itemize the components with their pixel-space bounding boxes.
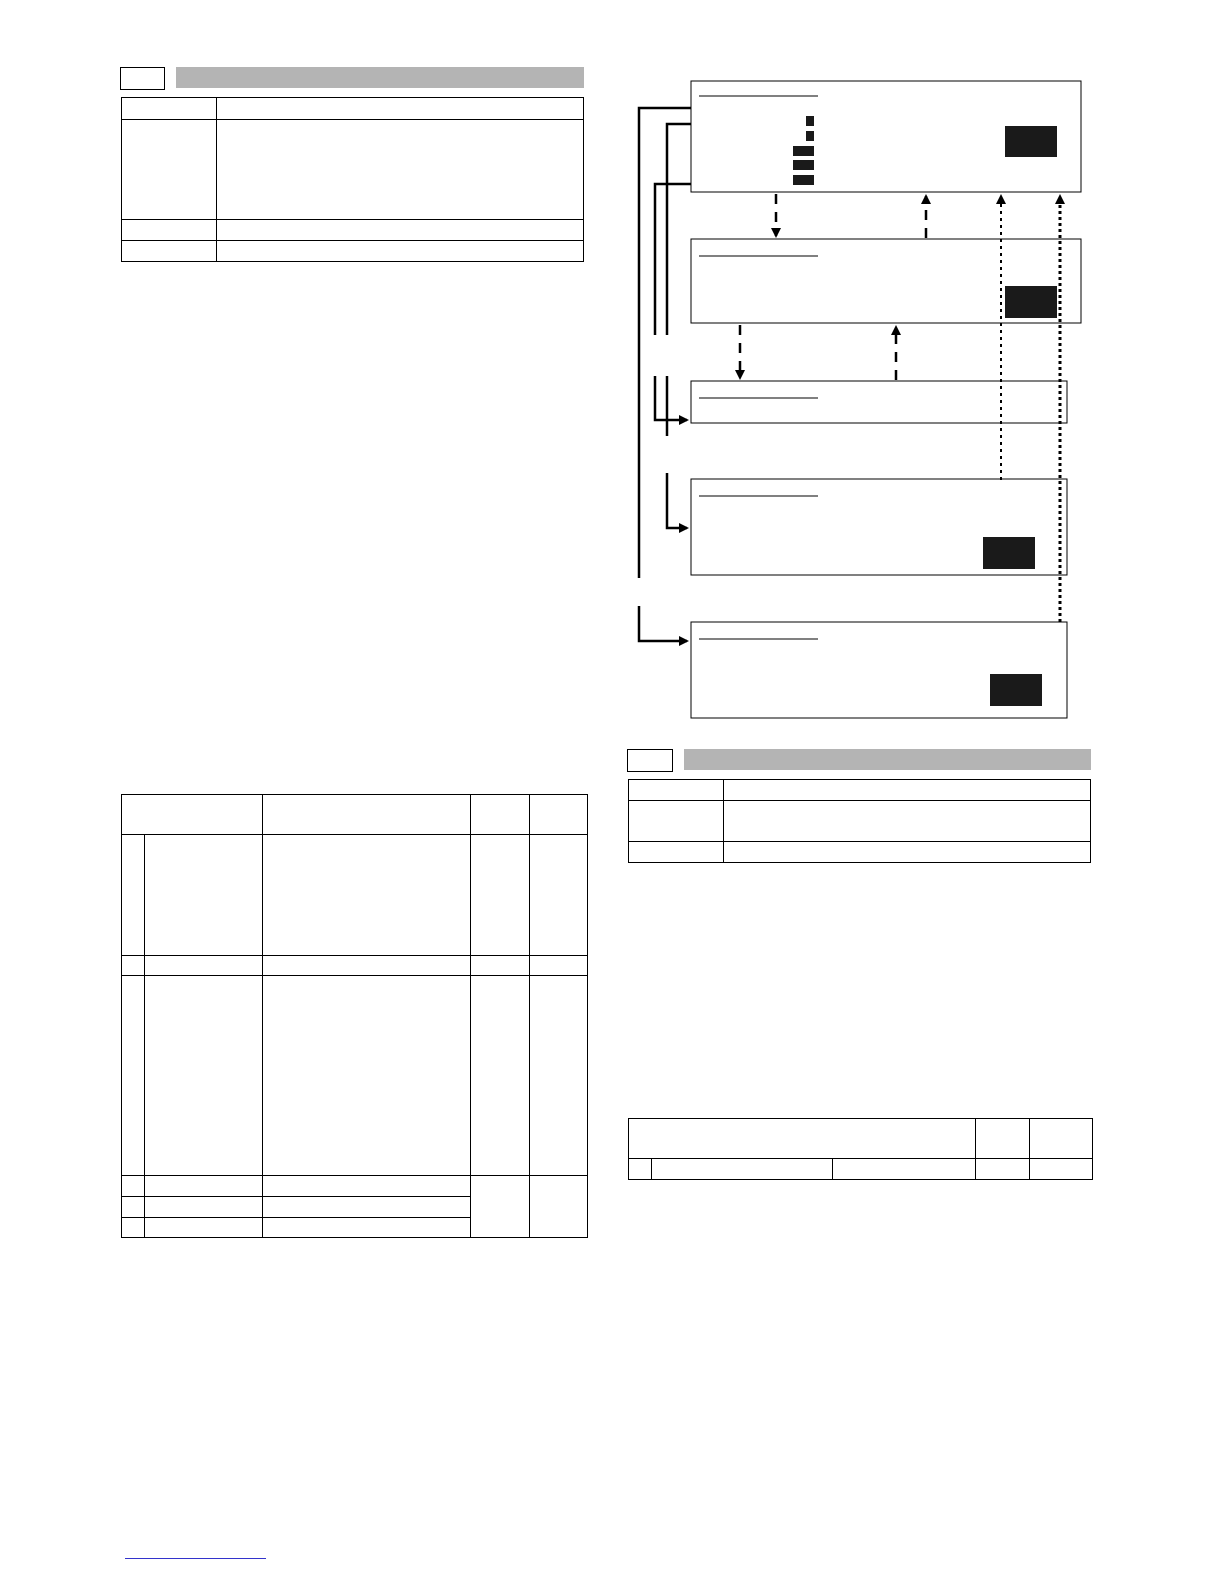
table-cell bbox=[122, 835, 145, 956]
header-cell bbox=[263, 795, 471, 835]
section-title-bar bbox=[684, 749, 1091, 770]
display-screen-5 bbox=[691, 622, 1067, 718]
table-cell bbox=[629, 1159, 652, 1180]
table-cell bbox=[652, 1159, 833, 1180]
info-table bbox=[628, 779, 1091, 863]
table-row bbox=[122, 976, 588, 1176]
table-cell bbox=[145, 1197, 263, 1218]
level-bar bbox=[806, 116, 814, 126]
table-row bbox=[629, 1159, 1093, 1180]
level-bar bbox=[793, 146, 814, 156]
table-cell bbox=[471, 976, 530, 1176]
header-cell bbox=[530, 795, 588, 835]
flow-arrow bbox=[655, 376, 687, 420]
table-cell bbox=[263, 1218, 471, 1238]
info-label-cell bbox=[629, 801, 724, 842]
footer-link[interactable] bbox=[125, 1558, 266, 1559]
table-cell bbox=[263, 835, 471, 956]
flow-line bbox=[655, 184, 691, 335]
table-cell bbox=[530, 956, 588, 976]
section-code-box bbox=[627, 749, 673, 772]
table-cell bbox=[122, 1176, 145, 1197]
table-cell bbox=[145, 956, 263, 976]
table-header-row bbox=[629, 1119, 1093, 1159]
table-cell bbox=[145, 976, 263, 1176]
table-row bbox=[122, 956, 588, 976]
table-cell bbox=[145, 1218, 263, 1238]
table-cell bbox=[530, 976, 588, 1176]
flow-line bbox=[667, 124, 691, 335]
setting-table bbox=[121, 794, 588, 1238]
table-cell bbox=[471, 956, 530, 976]
screen-flow-diagram bbox=[0, 0, 1224, 740]
screen-key-button bbox=[1005, 286, 1057, 318]
table-cell bbox=[122, 956, 145, 976]
table-cell bbox=[263, 976, 471, 1176]
screen-key-button bbox=[983, 537, 1035, 569]
display-screen-1 bbox=[691, 81, 1081, 192]
setting-table bbox=[628, 1118, 1093, 1180]
display-screen-4 bbox=[691, 479, 1067, 575]
table-row bbox=[629, 780, 1091, 801]
table-cell bbox=[976, 1159, 1030, 1180]
table-cell bbox=[122, 1197, 145, 1218]
table-header-row bbox=[122, 795, 588, 835]
info-value-cell bbox=[724, 780, 1091, 801]
table-row bbox=[122, 1176, 588, 1197]
table-row bbox=[629, 801, 1091, 842]
info-value-cell bbox=[724, 842, 1091, 863]
table-cell bbox=[471, 835, 530, 956]
info-label-cell bbox=[629, 842, 724, 863]
flow-arrow bbox=[639, 606, 687, 641]
table-cell bbox=[263, 956, 471, 976]
table-cell bbox=[122, 1218, 145, 1238]
table-cell bbox=[145, 1176, 263, 1197]
display-screen-3 bbox=[691, 381, 1067, 423]
info-value-cell bbox=[724, 801, 1091, 842]
table-cell bbox=[471, 1176, 530, 1238]
table-cell bbox=[122, 976, 145, 1176]
screen-key-button bbox=[1005, 126, 1057, 157]
flow-arrow bbox=[667, 473, 687, 528]
table-cell bbox=[833, 1159, 976, 1180]
table-cell bbox=[530, 835, 588, 956]
header-cell bbox=[471, 795, 530, 835]
level-bar bbox=[793, 175, 814, 185]
table-row bbox=[629, 842, 1091, 863]
flow-line bbox=[639, 108, 691, 578]
display-screen-2 bbox=[691, 239, 1081, 323]
table-cell bbox=[263, 1176, 471, 1197]
level-bar bbox=[806, 131, 814, 141]
header-cell bbox=[1030, 1119, 1093, 1159]
header-cell bbox=[122, 795, 263, 835]
table-cell bbox=[1030, 1159, 1093, 1180]
header-cell bbox=[629, 1119, 976, 1159]
level-bar bbox=[793, 160, 814, 170]
table-cell bbox=[530, 1176, 588, 1238]
header-cell bbox=[976, 1119, 1030, 1159]
table-row bbox=[122, 835, 588, 956]
table-cell bbox=[263, 1197, 471, 1218]
info-label-cell bbox=[629, 780, 724, 801]
screen-key-button bbox=[990, 674, 1042, 706]
table-cell bbox=[145, 835, 263, 956]
